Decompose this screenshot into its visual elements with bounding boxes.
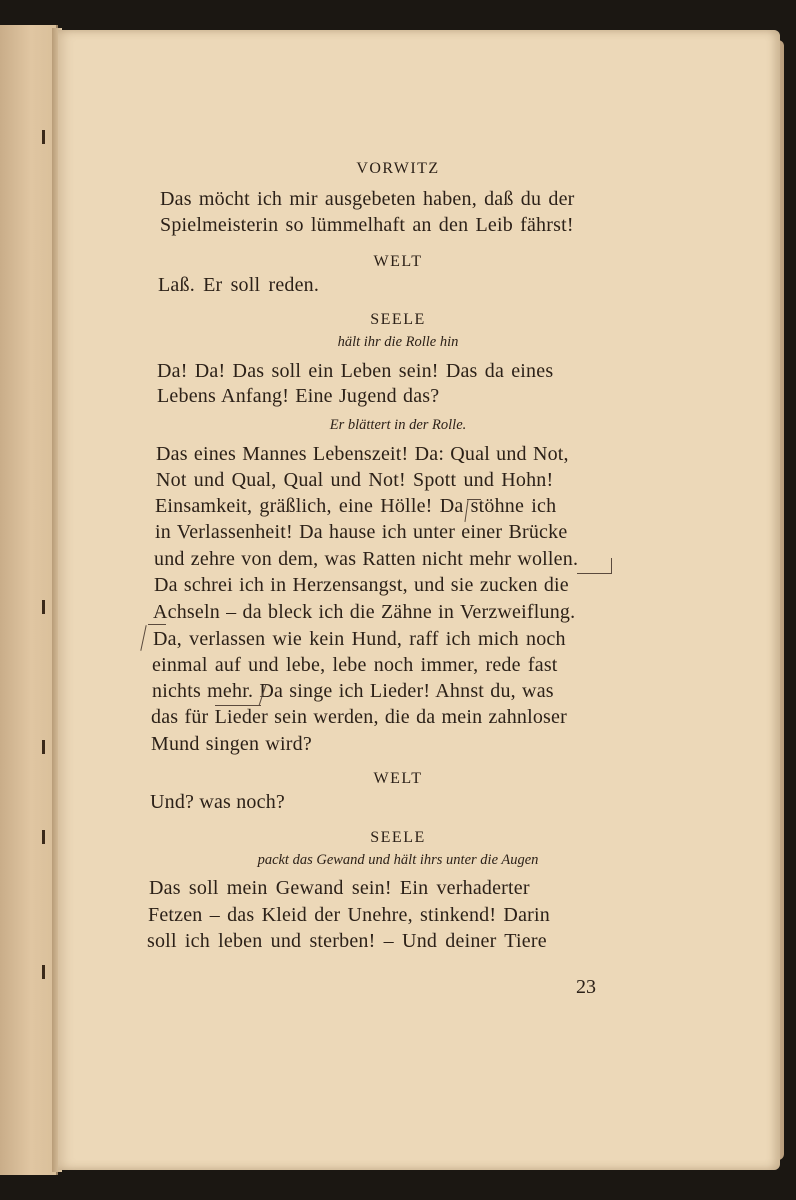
text-line: Spielmeisterin so lümmelhaft an den Leib fährst! xyxy=(160,214,574,236)
text-line: Da! Da! Das soll ein Leben sein! Das da eines xyxy=(157,360,554,382)
text-line: das für Lieder sein werden, die da mein zahnloser xyxy=(151,706,567,728)
text-line: Da, verlassen wie kein Hund, raff ich mich noch xyxy=(153,628,566,650)
text-line: Und? was noch? xyxy=(150,791,285,813)
text-line: nichts mehr. Da singe ich Lieder! Ahnst du, was xyxy=(152,680,554,702)
text-line: und zehre von dem, was Ratten nicht mehr wollen. xyxy=(154,548,579,570)
stage-direction: hält ihr die Rolle hin xyxy=(337,334,459,350)
text-line: Das eines Mannes Lebenszeit! Da: Qual und Not, xyxy=(156,443,569,465)
pencil-mark xyxy=(140,625,146,651)
text-line: Laß. Er soll reden. xyxy=(158,274,320,296)
text-line: Das soll mein Gewand sein! Ein verhaderter xyxy=(149,877,530,899)
speaker-name: SEELE xyxy=(370,311,426,328)
speaker-name: SEELE xyxy=(370,829,426,846)
pencil-mark xyxy=(577,573,611,574)
text-line: Mund singen wird? xyxy=(151,733,312,755)
text-line: einmal auf und lebe, lebe noch immer, rede fast xyxy=(152,654,558,676)
text-line: Fetzen – das Kleid der Unehre, stinkend! Darin xyxy=(148,904,550,926)
speaker-name: WELT xyxy=(373,770,423,787)
text-line: Lebens Anfang! Eine Jugend das? xyxy=(157,385,440,407)
pencil-mark xyxy=(611,558,612,574)
page-number: 23 xyxy=(576,976,596,998)
text-line: Achseln – da bleck ich die Zähne in Verzweiflung. xyxy=(153,601,576,623)
pencil-mark xyxy=(467,499,481,500)
text-line: soll ich leben und sterben! – Und deiner Tiere xyxy=(147,930,547,952)
stage-direction: Er blättert in der Rolle. xyxy=(329,417,467,433)
text-line: Das möcht ich mir ausgebeten haben, daß du der xyxy=(160,188,575,210)
text-line: Einsamkeit, gräßlich, eine Hölle! Da stöhne ich xyxy=(155,495,557,517)
text-line: Da schrei ich in Herzensangst, und sie zucken die xyxy=(154,574,569,596)
text-line: Not und Qual, Qual und Not! Spott und Hohn! xyxy=(156,469,554,491)
speaker-name: VORWITZ xyxy=(356,160,440,177)
text-line: in Verlassenheit! Da hause ich unter einer Brücke xyxy=(155,521,568,543)
pencil-mark xyxy=(148,624,166,625)
pencil-mark xyxy=(215,705,261,706)
stage-direction: packt das Gewand und hält ihrs unter die Augen xyxy=(257,852,539,868)
speaker-name: WELT xyxy=(373,253,423,270)
